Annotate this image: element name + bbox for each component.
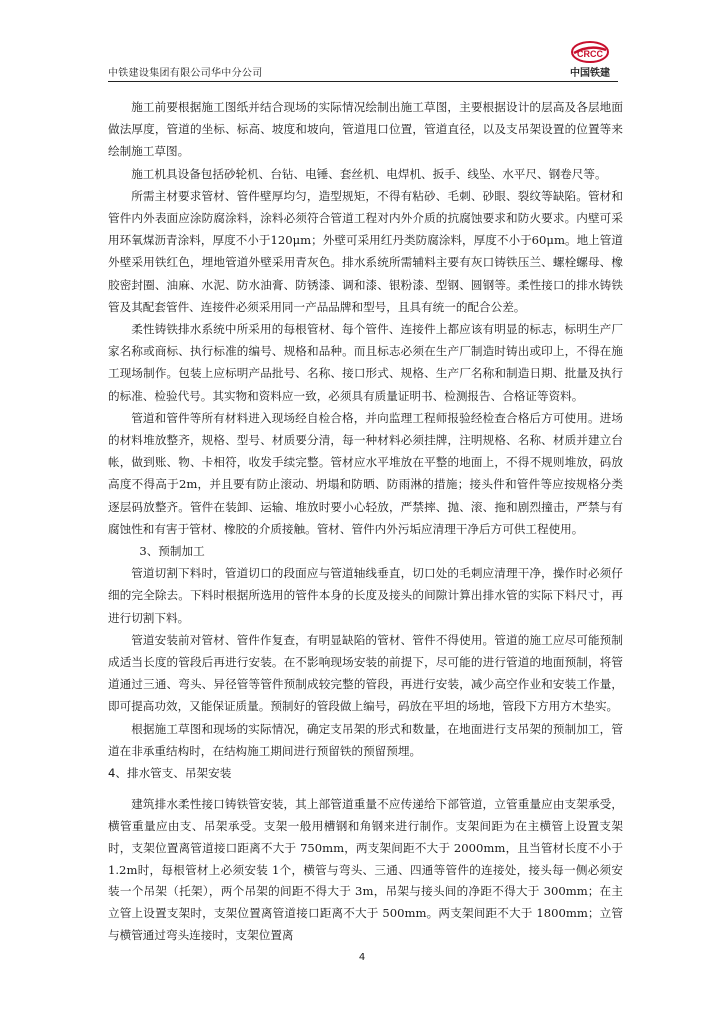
page-header [108, 38, 618, 82]
header-rule [108, 81, 618, 82]
page-number: 4 [358, 952, 366, 963]
paragraph: 管道和管件等所有材料进入现场经自检合格，并向监理工程师报验经检查合格后方可使用。进场的材料堆放整齐，规格、型号、材质要分清，每一种材料必须挂牌，注明规格、名称、材质并建立台帐，做到账、物、卡相符，收发手续完整。管材应水平堆放在平整的地面上，不得不规则堆放，码放高度不得高于2m，并且要有防止滚动、坍塌和防晒、防雨淋的措施；接头件和管件等应按规格分类逐层码放整齐。管件在装卸、运输、堆放时要小心轻放，严禁摔、抛、滚、拖和剧烈撞击，严禁与有腐蚀性和有害于管材、橡胶的介质接触。管材、管件内外污垢应清理干净后方可供工程使用。 [108, 410, 623, 536]
paragraph: 根据施工草图和现场的实际情况，确定支吊架的形式和数量，在地面进行支吊架的预制加工，管道在非承重结构时，在结构施工期间进行预留铁的预留预埋。 [108, 721, 623, 758]
section-heading-prefabrication: 3、预制加工 [139, 544, 205, 559]
crcc-logo [560, 38, 620, 78]
paragraph: 所需主材要求管材、管件壁厚均匀，造型规矩，不得有粘砂、毛刺、砂眼、裂纹等缺陷。管材和管件内外表面应涂防腐涂料，涂料必须符合管道工程对内外介质的抗腐蚀要求和防火要求。内壁可采用环氧煤沥青涂料，厚度不小于120μm；外壁可采用红丹类防腐涂料，厚度不小于60μm。地上管道外壁采用铁红色，埋地管道外壁采用青灰色。排水系统所需辅料主要有灰口铸铁压兰、螺栓螺母、橡胶密封圈、油麻、水泥、防水油膏、防锈漆、调和漆、银粉漆、型钢、圆钢等。柔性接口的排水铸铁管及其配套管件、连接件必须采用同一产品品牌和型号，且具有统一的配合公差。 [108, 188, 623, 314]
paragraph: 施工前要根据施工图纸并结合现场的实际情况绘制出施工草图，主要根据设计的层高及各层地面做法厚度，管道的坐标、标高、坡度和坡向，管道甩口位置，管道直径，以及支吊架设置的位置等来绘制施工草图。 [108, 100, 623, 159]
paragraph: 柔性铸铁排水系统中所采用的每根管材、每个管件、连接件上都应该有明显的标志，标明生产厂家名称或商标、执行标准的编号、规格和品种。而且标志必须在生产厂制造时铸出或印上，不得在施工现场制作。包装上应标明产品批号、名称、接口形式、规格、生产厂名称和制造日期、批量及执行的标准、检验代号。其实物和资料应一致，必须具有质量证明书、检测报告、合格证等资料。 [108, 322, 623, 403]
document-body [108, 96, 623, 947]
logo-badge-text: CRCC [577, 49, 603, 59]
paragraph: 施工机具设备包括砂轮机、台钻、电锤、套丝机、电焊机、扳手、线坠、水平尺、钢卷尺等。 [131, 166, 607, 181]
company-name: 中铁建设集团有限公司华中分公司 [108, 68, 263, 79]
crcc-logo-icon [570, 40, 610, 64]
logo-text: 中国铁建 [570, 68, 610, 79]
paragraph: 管道切割下料时，管道切口的段面应与管道轴线垂直，切口处的毛刺应清理干净，操作时必须仔细的完全除去。下料时根据所选用的管件本身的长度及接头的间隙计算出排水管的实际下料尺寸，再进行切割下料。 [108, 566, 623, 625]
paragraph: 管道安装前对管材、管件作复查，有明显缺陷的管材、管件不得使用。管道的施工应尽可能预制成适当长度的管段后再进行安装。在不影响现场安装的前提下，尽可能的进行管道的地面预制，将管道通过三通、弯头、异径管等管件预制成较完整的管段，再进行安装，减少高空作业和安装工作量，即可提高功效，又能保证质量。预制好的管段做上编号，码放在平坦的场地，管段下方用方木垫实。 [108, 632, 623, 714]
paragraph: 建筑排水柔性接口铸铁管安装，其上部管道重量不应传递给下部管道，立管重量应由支架承受，横管重量应由支、吊架承受。支架一般用槽钢和角钢来进行制作。支架间距为在主横管上设置支架时，支架位置离管道接口距离不大于 750mm，两支架间距不大于 2000mm，且当管材长度不小于 1.2m时，每根管材上必须安装 1个，横管与弯头、三通、四通等管件的连接处，接头每一侧必须安装一个吊架（托架），两个吊架的间距不得大于 3m，吊架与接头间的净距不得大于 300mm；在主立管上设置支架时，支架位置离管道接口距离不大于 500mm。两支架间距不大于 1800mm；立管与横管通过弯头连接时，支架位置离 [108, 797, 623, 943]
section-heading-supports: 4、排水管支、吊架安装 [108, 766, 232, 781]
